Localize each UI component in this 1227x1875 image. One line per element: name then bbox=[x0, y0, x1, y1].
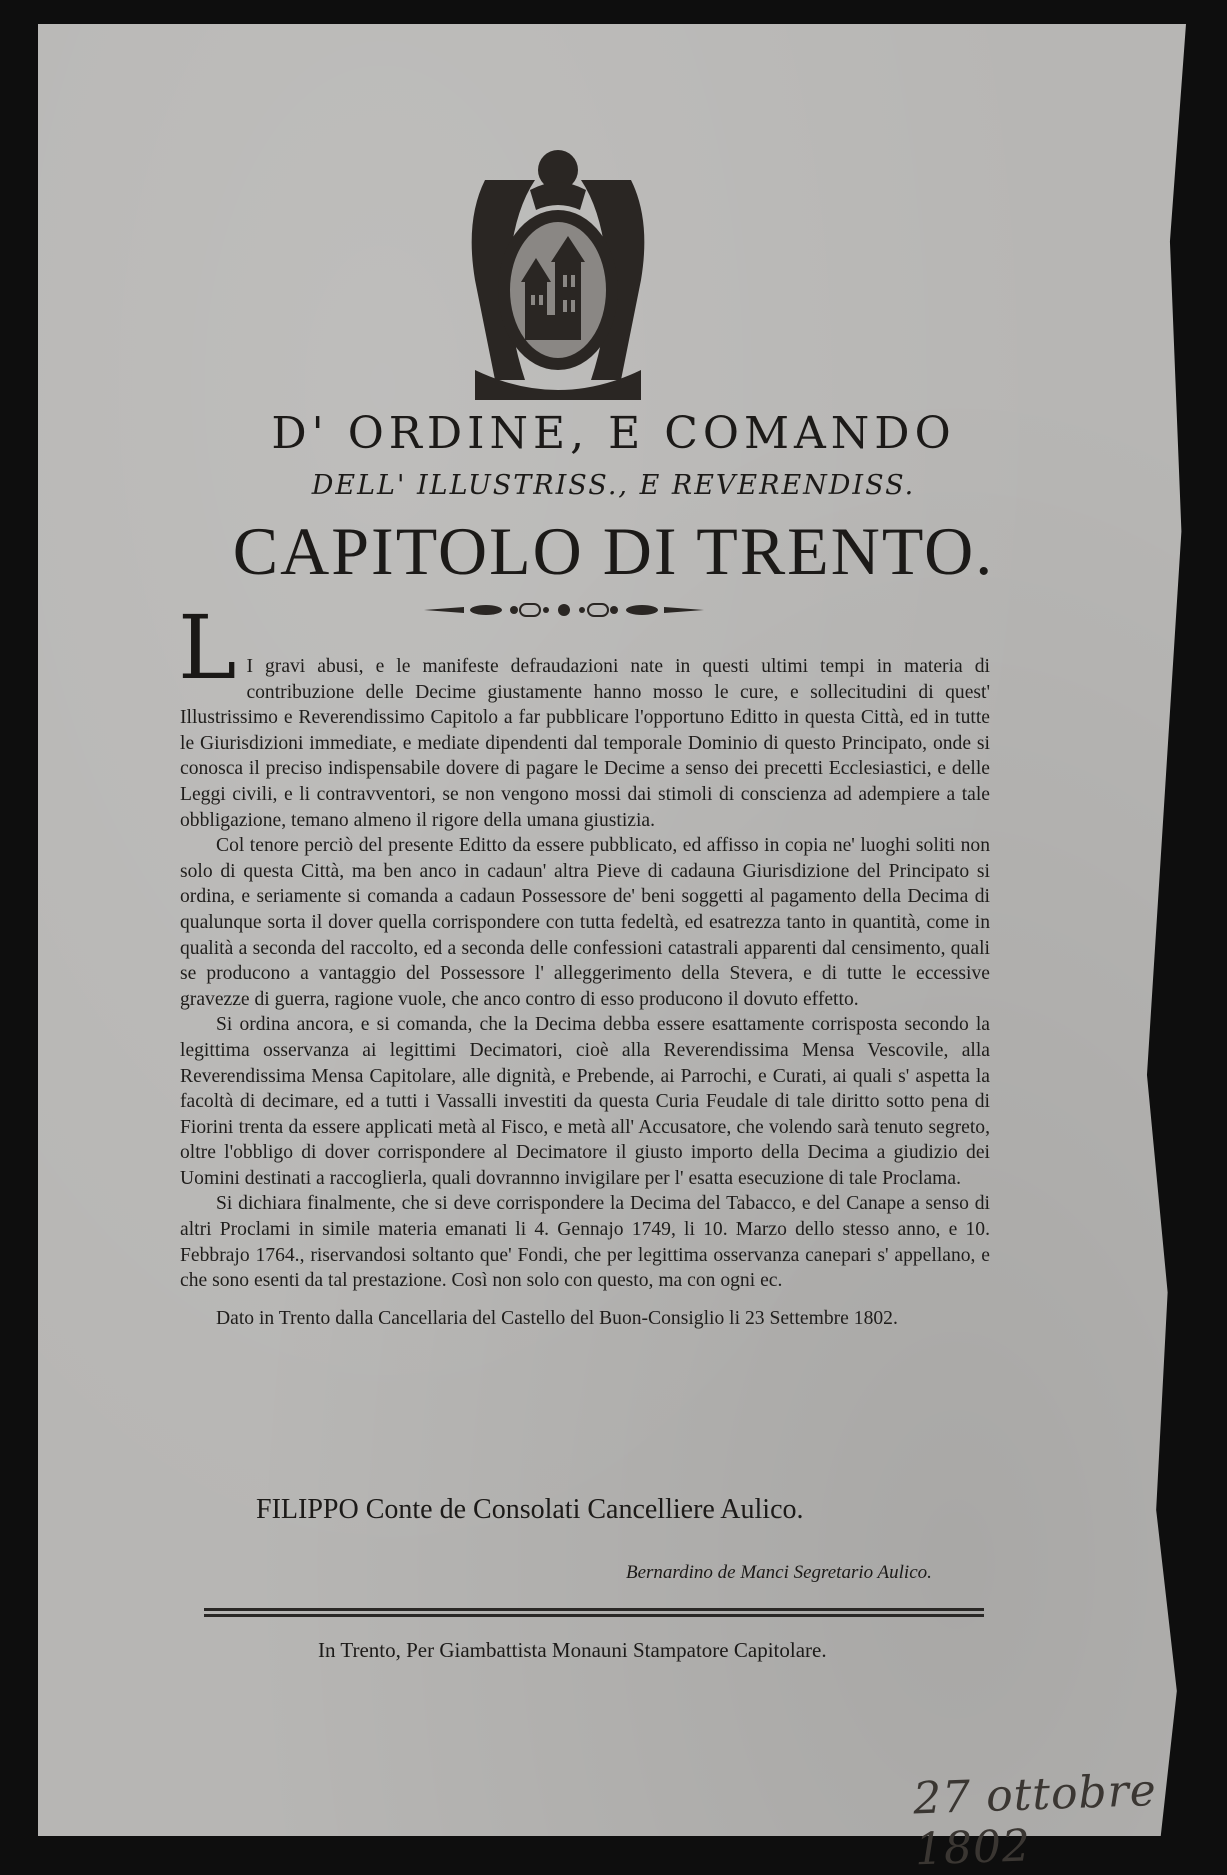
chancellor-title: Conte de Consolati Cancelliere Aulico. bbox=[358, 1494, 804, 1525]
coat-of-arms-emblem bbox=[455, 140, 661, 400]
paragraph-2: Col tenore perciò del presente Editto da essere pubblicato, ed affisso in copia ne' luoghi soliti non solo di questa Città, ma ben anco in cadaun' altra Pieve di cadauna Giurisdizione del Principato si ordina, e seriamente si comanda a cadaun Possessore de' beni soggetti al pagamento della Decima di qualunque sorta il dover quella corrispondere con tutta fedeltà, ed esatrezza tanto in quantità, come in qualità a seconda del raccolto, ed a seconda delle confessioni catastrali apparenti dal censimento, quali se producono a vantaggio del Possessore l' alleggerimento della Stevera, e di tutte le eccessive gravezze di guerra, ragione vuole, che anco contro di esso producono il dovuto effetto. bbox=[180, 835, 990, 1010]
paragraph-4: Si dichiara finalmente, che si deve corrispondere la Decima del Tabacco, e del Canape a senso di altri Proclami in simile materia emanati li 4. Gennajo 1749, li 10. Marzo dello stesso anno, e 10. Febbrajo 1764., riservandosi soltanto que' Fondi, che per legittima osservanza canepari s' appellano, e che sono esenti da tal prestazione. Così non solo con questo, ma con ogni ec. bbox=[180, 1193, 990, 1292]
rule-line-bottom bbox=[204, 1614, 984, 1617]
header-line-2: DELL' ILLUSTRISS., E REVERENDISS. bbox=[311, 470, 916, 501]
decree-body bbox=[178, 596, 990, 1331]
date-paragraph: Dato in Trento dalla Cancellaria del Castello del Buon-Consiglio li 23 Settembre 1802. bbox=[216, 1307, 898, 1329]
drop-cap-letter: L bbox=[178, 596, 237, 699]
rule-line-top bbox=[204, 1608, 984, 1611]
secretary-signature: Bernardino de Manci Segretario Aulico. bbox=[626, 1562, 932, 1583]
printer-imprint: In Trento, Per Giambattista Monauni Stampatore Capitolare. bbox=[318, 1638, 827, 1662]
paragraph-1: I gravi abusi, e le manifeste defraudazioni nate in questi ultimi tempi in materia di contribuzione delle Decime giustamente hanno mosso le cure, e sollecitudini di quest' Illustrissimo e Reverendissimo Capitolo a far pubblicare l'opportuno Editto in questa Città, ed in tutte le Giurisdizioni immediate, e mediate dipendenti dal temporale Dominio di questo Principato, onde si conosca il preciso indispensabile dovere di pagare le Decime a senso dei precetti Ecclesiastici, e delle Leggi civili, e li contravventori, se non vengono mossi dai stimoli di conscienza ad adempiere a tale obbligazione, temano almeno il rigore della umana giustizia. bbox=[180, 656, 990, 831]
double-rule bbox=[204, 1608, 984, 1620]
paragraph-3: Si ordina ancora, e si comanda, che la Decima debba essere esattamente corrisposta secondo la legittima osservanza ai legittimi Decimatori, cioè alla Reverendissima Mensa Vescovile, alla Reverendissima Mensa Capitolare, alle dignità, e Prebende, ai Parrochi, e Curati, ai quali s' aspetta la facoltà di decimare, ed a tutti i Vassalli investiti da questa Curia Feudale di tale diritto sotto pena di Fiorini trenta da essere applicati metà al Fisco, e metà all' Accusatore, che volendo sarà tenuto segreto, oltre l'obbligo di dover corrispondere al Decimatore il giusto importo della Decima a giudizio dei Uomini destinati a raccoglierla, quali dovrannno invigilare per l' esatta esecuzione di tale Proclama. bbox=[180, 1014, 990, 1189]
chancellor-name: FILIPPO bbox=[256, 1494, 359, 1525]
handwritten-date-note: 27 ottobre 1802 bbox=[912, 1764, 1158, 1875]
header-line-1: D' ORDINE, E COMANDO bbox=[271, 408, 956, 459]
document-title: CAPITOLO DI TRENTO. bbox=[232, 513, 995, 589]
chancellor-signature bbox=[256, 1494, 804, 1526]
